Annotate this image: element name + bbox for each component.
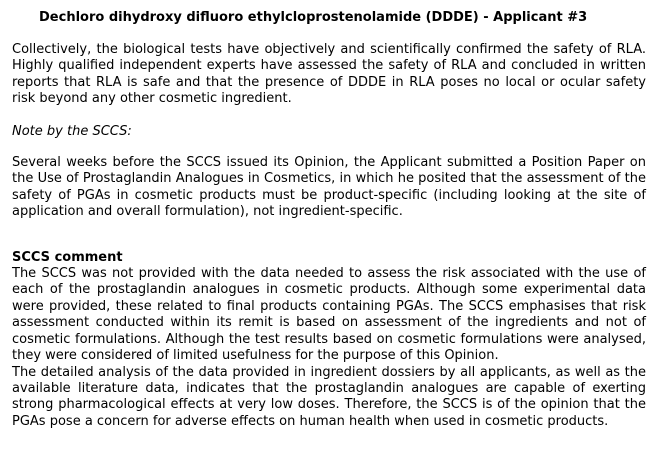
paragraph-sccs-comment: The SCCS was not provided with the data needed to assess the risk associated with the use of each of the prostaglandin analogues in cosmetic products. Although some experimental data were provided, these related to final products containing PGAs. The SCCS emphasises that risk assessment conducted within its remit is based on assessment of the ingredients and not of cosmetic formulations. Although the test results based on cosmetic formulations were analysed, they were considered of limited usefulness for the purpose of this Opinion.	[12, 266, 646, 364]
paragraph-position-paper: Several weeks before the SCCS issued its Opinion, the Applicant submitted a Position Paper on the Use of Prostaglandin Analogues in Cosmetics, in which he posited that the assessment of the safety of PGAs in cosmetic products must be product-specific (including looking at the site of application and overall formulation), not ingredient-specific.	[12, 155, 646, 220]
spacer	[12, 108, 646, 124]
spacer	[12, 221, 646, 250]
document-title: Dechloro dihydroxy difluoro ethylcloprostenolamide (DDDE) - Applicant #3	[39, 10, 588, 25]
spacer	[12, 140, 646, 155]
comment-heading: SCCS comment	[12, 249, 123, 265]
paragraph-safety-conclusion: Collectively, the biological tests have objectively and scientifically confirmed the safety of RLA. Highly qualified independent experts have assessed the safety of RLA and concluded in written reports that RLA is safe and that the presence of DDDE in RLA poses no local or ocular safety risk beyond any other cosmetic ingredient.	[12, 42, 646, 107]
note-label: Note by the SCCS:	[12, 123, 132, 139]
paragraph-sccs-opinion: The detailed analysis of the data provided in ingredient dossiers by all applicants, as well as the available literature data, indicates that the prostaglandin analogues are capable of exerting strong pharmacological effects at very low doses. Therefore, the SCCS is of the opinion that the PGAs pose a concern for adverse effects on human health when used in cosmetic products.	[12, 364, 646, 429]
